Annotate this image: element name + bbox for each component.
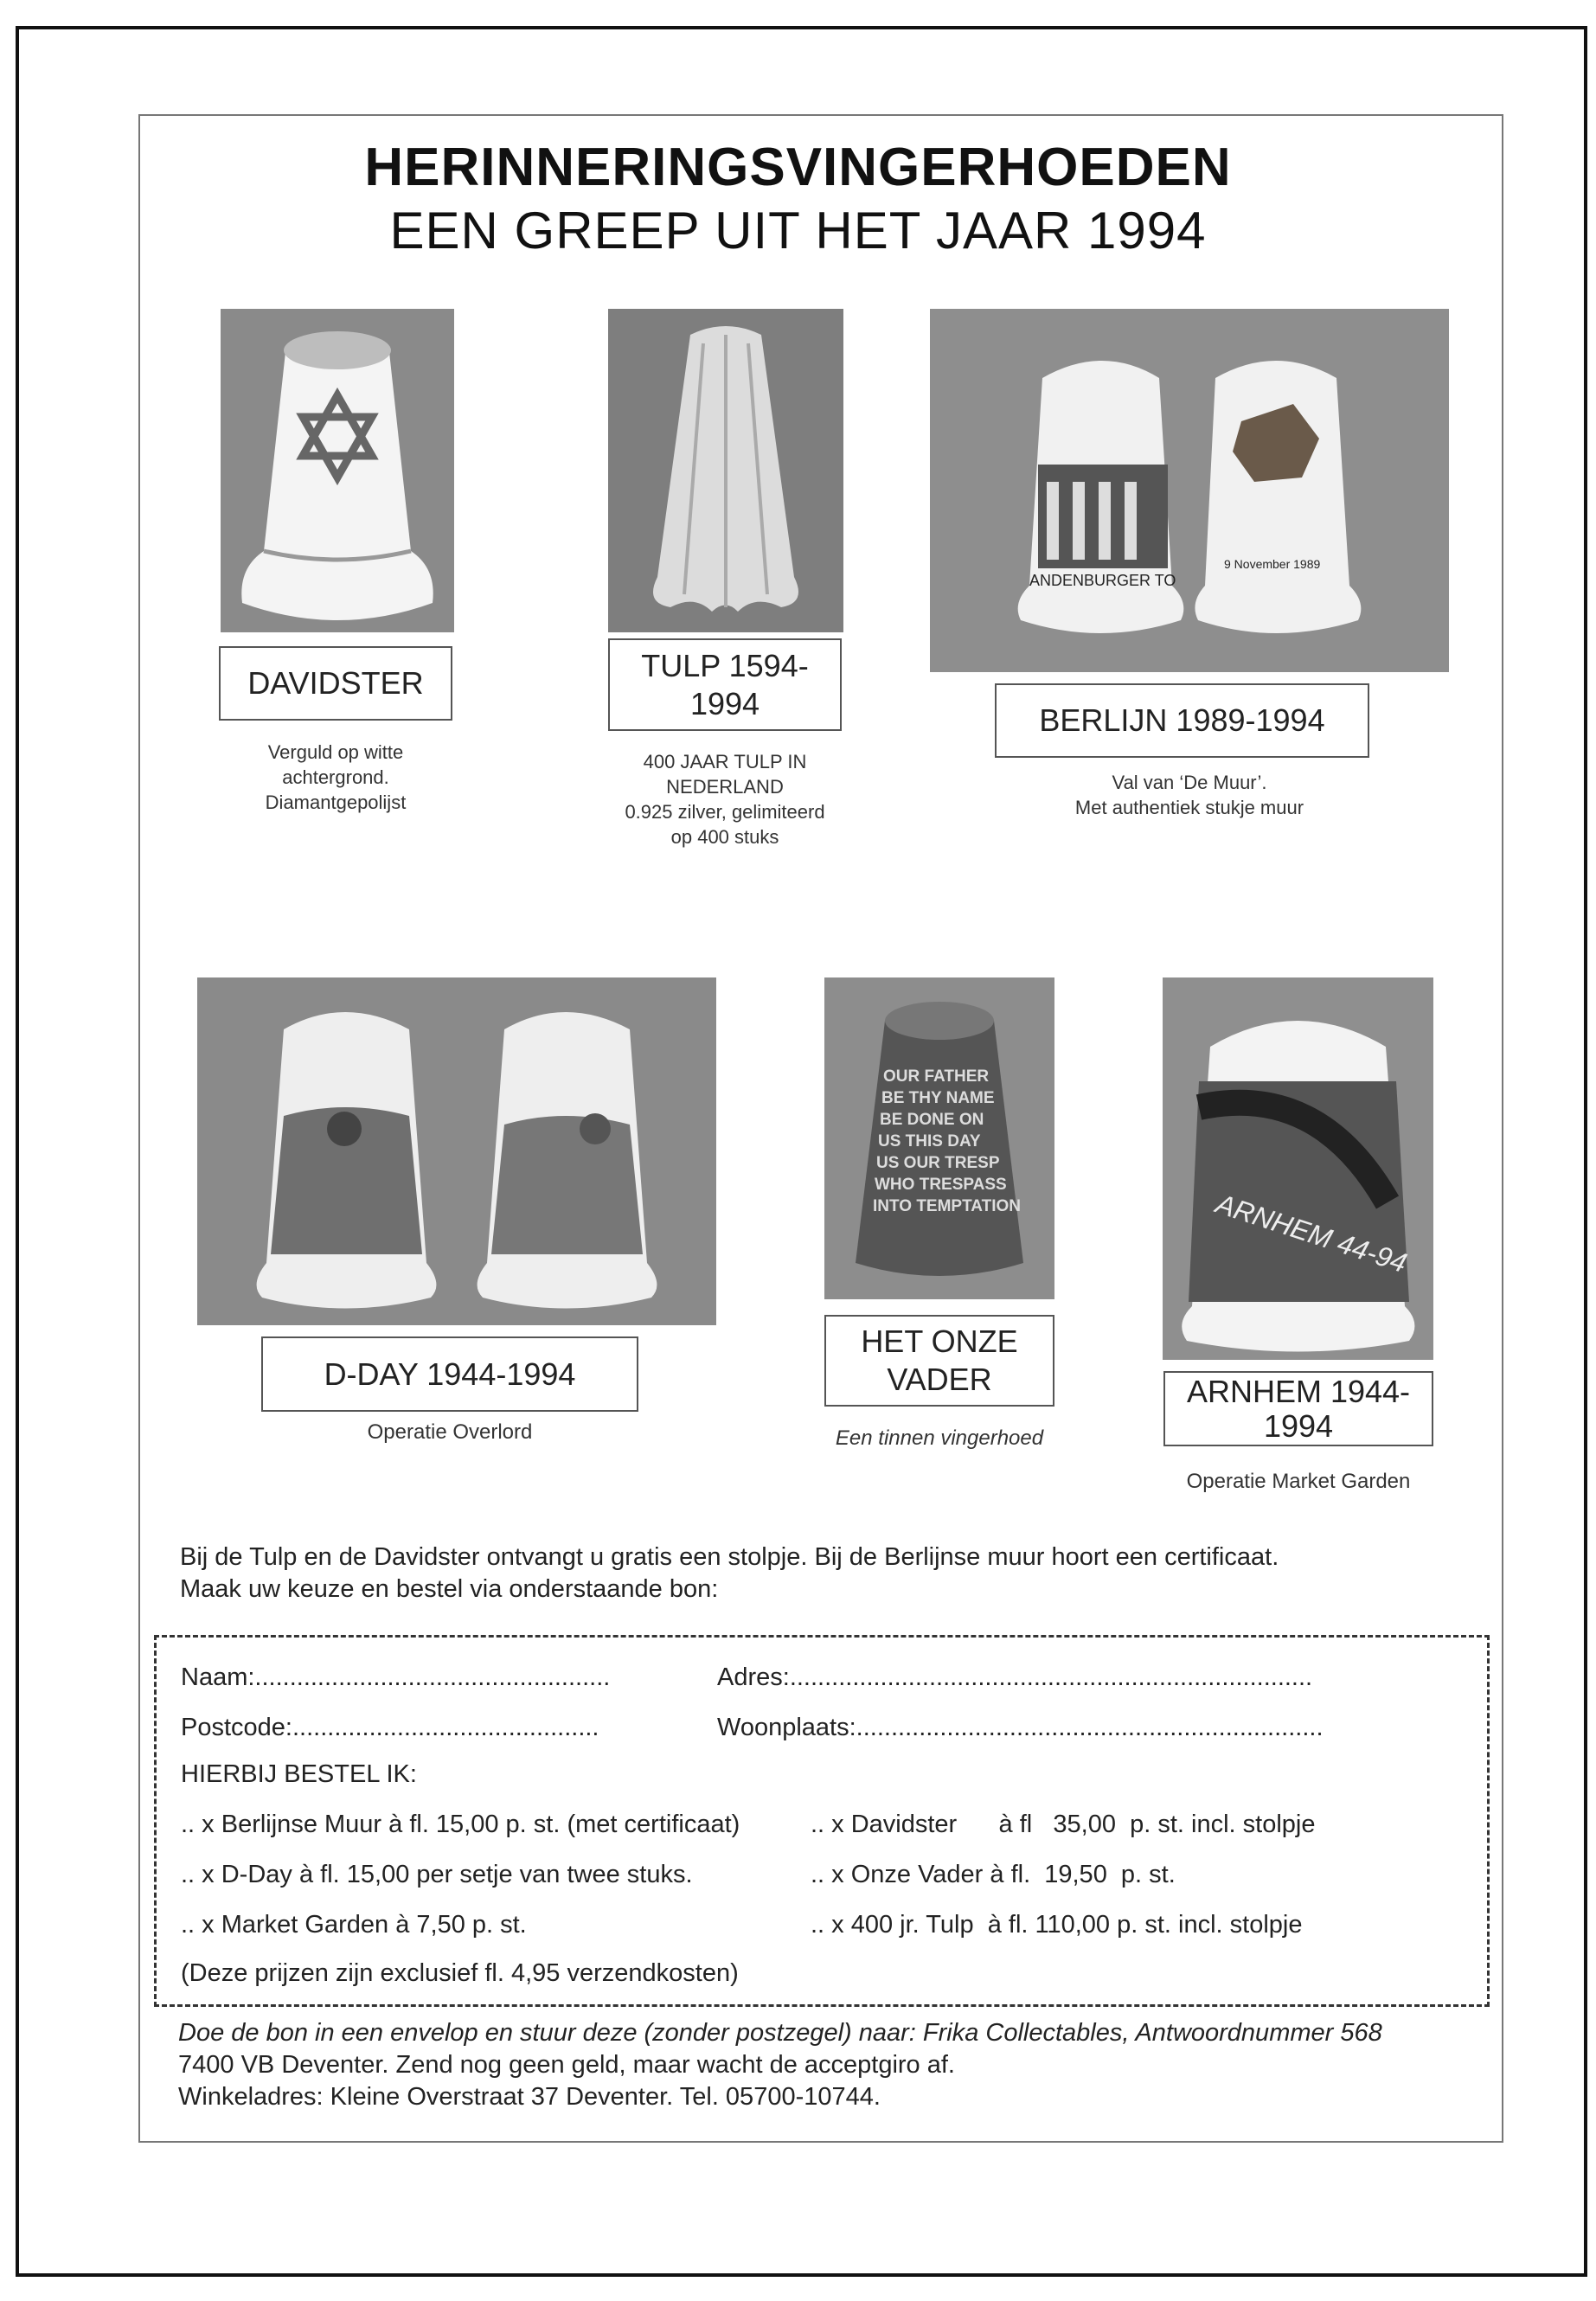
arnhem-photo (1163, 977, 1433, 1360)
onzevader-inscription-1: OUR FATHER (883, 1067, 990, 1086)
arnhem-inscription: ARNHEM 44-94 (1212, 1188, 1411, 1279)
onzevader-inscription-7: INTO TEMPTATION (873, 1197, 1021, 1215)
intro-text: Bij de Tulp en de Davidster ontvangt u gratis een stolpje. Bij de Berlijnse muur hoort een certificaat. Maak uw keuze en bestel via onderstaande bon: (180, 1543, 1279, 1603)
tulp-caption: 400 JAAR TULP IN NEDERLAND 0.925 zilver, gelimiteerd op 400 stuks (625, 751, 825, 848)
onzevader-inscription-4: US THIS DAY (878, 1132, 981, 1150)
adres-field[interactable]: Adres:........................................................................... (717, 1663, 1313, 1691)
dday-caption: Operatie Overlord (367, 1420, 533, 1444)
order-form[interactable] (154, 1635, 1490, 2007)
order-heading: HIERBIJ BESTEL IK: (181, 1760, 417, 1788)
dday-label: D-DAY 1944-1994 (261, 1336, 638, 1412)
page-subtitle: EEN GREEP UIT HET JAAR 1994 (389, 202, 1207, 260)
arnhem-caption: Operatie Market Garden (1186, 1470, 1411, 1493)
davidster-photo (221, 309, 454, 632)
arnhem-label: ARNHEM 1944- 1994 (1163, 1371, 1433, 1446)
order-line-davidster[interactable]: .. x Davidster à fl 35,00 p. st. incl. stolpje (811, 1811, 1316, 1838)
onzevader-caption: Een tinnen vingerhoed (835, 1426, 1044, 1450)
berlijn-caption: Val van ‘De Muur’. Met authentiek stukje muur (1074, 772, 1304, 818)
berlijn-label: BERLIJN 1989-1994 (995, 683, 1369, 758)
order-line-onze-vader[interactable]: .. x Onze Vader à fl. 19,50 p. st. (811, 1861, 1176, 1888)
onzevader-inscription-5: US OUR TRESP (876, 1154, 1000, 1172)
order-line-tulp[interactable]: .. x 400 jr. Tulp à fl. 110,00 p. st. incl. stolpje (811, 1911, 1303, 1939)
onzevader-inscription-6: WHO TRESPASS (875, 1176, 1007, 1194)
naam-field[interactable]: Naam:................................................... (181, 1663, 611, 1691)
davidster-caption: Verguld op witte achtergrond. Diamantgepolijst (265, 741, 407, 813)
tulp-photo (608, 309, 843, 632)
woonplaats-field[interactable]: Woonplaats:................................................................... (717, 1714, 1324, 1741)
onzevader-inscription-3: BE DONE ON (880, 1111, 984, 1129)
shipping-note: (Deze prijzen zijn exclusief fl. 4,95 verzendkosten) (181, 1959, 739, 1987)
onzevader-photo (824, 977, 1054, 1299)
postcode-field[interactable]: Postcode:............................................ (181, 1714, 599, 1741)
page-title: HERINNERINGSVINGERHOEDEN (364, 138, 1232, 197)
berlijn-photo-date: 9 November 1989 (1224, 557, 1321, 571)
dday-photo (197, 977, 716, 1325)
tulp-label: TULP 1594- 1994 (608, 638, 842, 731)
davidster-label: DAVIDSTER (219, 646, 452, 721)
order-line-market-garden[interactable]: .. x Market Garden à 7,50 p. st. (181, 1911, 527, 1939)
berlijn-photo-inscription: ANDENBURGER TO (1029, 572, 1176, 589)
berlijn-photo (930, 309, 1449, 672)
footer-instructions: Doe de bon in een envelop en stuur deze (zonder postzegel) naar: Frika Collectables, Antwoordnummer 568 7400 VB Deventer. Zend nog geen geld, maar wacht de acceptgiro af. Winkeladres: Kleine Overstraat 37 Deventer. Tel. 05700-10744. (178, 2019, 1382, 2111)
onzevader-label: HET ONZE VADER (824, 1315, 1054, 1407)
onzevader-inscription-2: BE THY NAME (881, 1089, 995, 1107)
order-line-dday[interactable]: .. x D-Day à fl. 15,00 per setje van twee stuks. (181, 1861, 693, 1888)
order-line-berlijnse-muur[interactable]: .. x Berlijnse Muur à fl. 15,00 p. st. (met certificaat) (181, 1811, 740, 1838)
